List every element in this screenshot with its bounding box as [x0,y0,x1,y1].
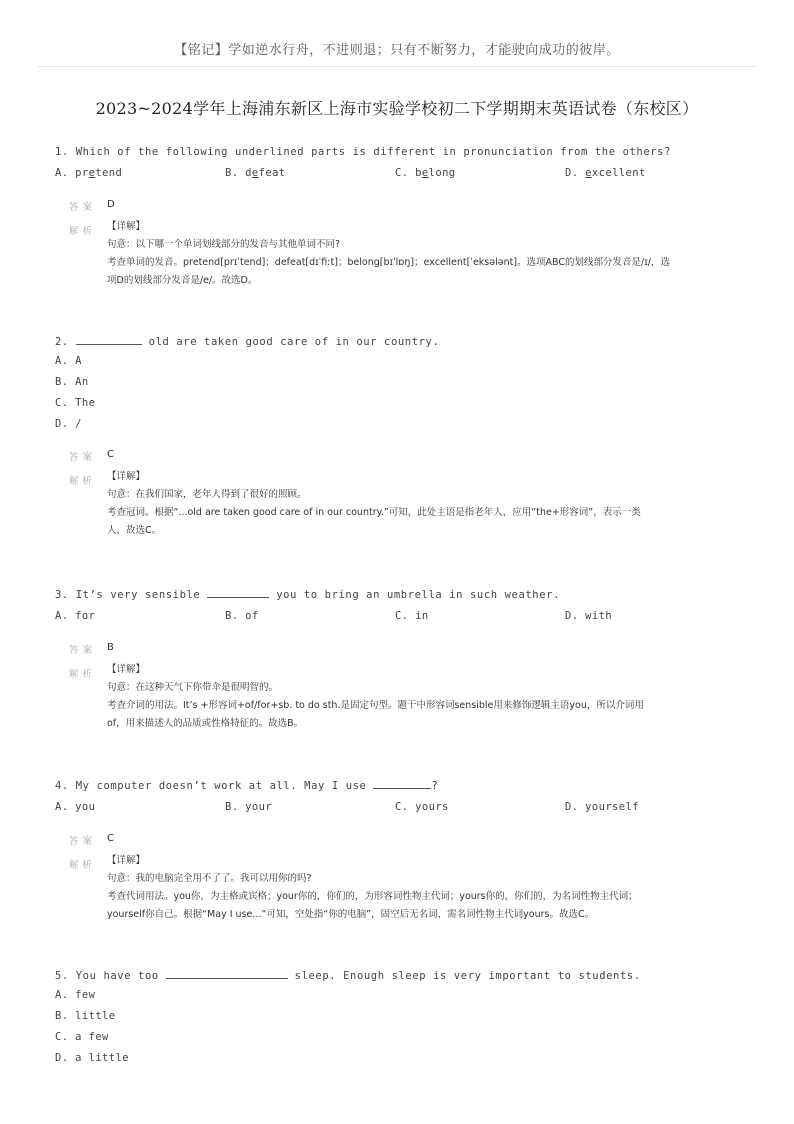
question-stem: 1. Which of the following underlined parts is different in pronunciation from the others? [55,146,672,158]
underlined-part: e [421,167,429,179]
analysis-line: yourself你自己。根据“May I use...”可知，空处指“你的电脑”，固空后无名词，需名词性物主代词yours。故选C。 [107,909,595,920]
answer-value: D [107,199,115,210]
question-4 [55,777,755,933]
question-stem [55,586,755,604]
answer-label: 答案 [69,452,97,463]
analysis-label: 解析 [69,226,97,237]
option-suffix: long [428,167,456,179]
stem-text: 3. It’s very sensible [55,589,208,601]
answer-value: B [107,642,114,653]
header-divider [38,66,756,67]
analysis-text [107,218,717,290]
answer-blank [76,335,142,345]
question-5 [55,967,755,1069]
option-d[interactable]: D. with [565,610,613,622]
answer-block [69,199,755,309]
underlined-part: e [88,167,96,179]
answer-blank [166,969,288,979]
analysis-line: 【详解】 [107,855,146,866]
analysis-text [107,852,717,924]
option-c[interactable]: C. yours [395,801,449,813]
options-row [55,798,755,819]
answer-block [69,833,755,933]
option-c[interactable] [395,164,456,182]
stem-text: ? [431,780,439,792]
stem-text: 5. You have too [55,970,166,982]
option-a[interactable]: A. few [55,989,96,1001]
option-suffix: feat [258,167,286,179]
stem-text: 2. [55,336,76,348]
question-stem [55,777,755,795]
question-3 [55,586,755,742]
option-b[interactable]: B. your [225,801,273,813]
analysis-line: 考查介词的用法。It’s +形容词+of/for+sb. to do sth.是固定句型。题干中形容词sensible用来修饰逻辑主语you，所以介词用 [107,700,644,711]
analysis-line: 考查单词的发音。pretend[prɪˈtend]；defeat[dɪˈfiːt]；belong[bɪˈlɒŋ]；excellent[ˈeksələnt]。选项ABC的划线部分发音是/ɪ/，选 [107,257,670,268]
option-d[interactable]: D. yourself [565,801,639,813]
answer-label: 答案 [69,645,97,656]
underlined-part: e [251,167,259,179]
option-c[interactable]: C. in [395,610,429,622]
option-a[interactable] [55,164,122,182]
answer-label: 答案 [69,202,97,213]
option-b[interactable]: B. An [55,376,89,388]
option-b[interactable] [225,164,286,182]
option-prefix: A. pr [55,167,89,179]
option-d[interactable]: D. a little [55,1052,129,1064]
question-2 [55,333,755,549]
analysis-line: 项D的划线部分发音是/e/。故选D。 [107,275,258,286]
option-d[interactable] [565,164,646,182]
option-suffix: tend [95,167,123,179]
option-prefix: C. b [395,167,422,179]
answer-block [69,642,755,742]
options-row [55,164,755,185]
analysis-line: 考查代词用法。you你，为主格或宾格；your你的，你们的，为形容词性物主代词；yours你的，你们的，为名词性物主代词； [107,891,638,902]
analysis-line: 【详解】 [107,471,146,482]
stem-text: you to bring an umbrella in such weather. [269,589,560,601]
options-column [55,985,755,1069]
analysis-text [107,661,717,733]
option-c[interactable]: C. The [55,397,96,409]
option-a[interactable]: A. you [55,801,96,813]
option-d[interactable]: D. / [55,418,82,430]
analysis-line: 【详解】 [107,664,146,675]
analysis-line: 句意：我的电脑完全用不了了。我可以用你的吗? [107,873,312,884]
answer-blank [373,779,431,789]
question-1 [55,143,755,309]
analysis-line: 考查冠词。根据“...old are taken good care of in our country.”可知，此处主语是指老年人，应用“the+形容词”，表示一类 [107,507,641,518]
option-prefix: D. [565,167,586,179]
underlined-part: e [585,167,592,179]
analysis-line: 句意：以下哪一个单词划线部分的发音与其他单词不同? [107,239,341,250]
answer-label: 答案 [69,836,97,847]
analysis-line: 句意：在这种天气下你带伞是很明智的。 [107,682,279,693]
stem-text: 4. My computer doesn’t work at all. May I use [55,780,374,792]
stem-text: old are taken good care of in our country. [141,336,440,348]
option-a[interactable]: A. for [55,610,96,622]
exam-title: 2023~2024学年上海浦东新区上海市实验学校初二下学期期末英语试卷（东校区） [95,99,699,118]
analysis-line: 句意：在我们国家，老年人得到了很好的照顾。 [107,489,307,500]
answer-blank [207,588,269,598]
analysis-label: 解析 [69,669,97,680]
stem-text: sleep. Enough sleep is very important to students. [287,970,641,982]
analysis-line: 人，故选C。 [107,525,162,536]
analysis-line: 【详解】 [107,221,146,232]
option-b[interactable]: B. little [55,1010,116,1022]
analysis-line: of，用来描述人的品质或性格特征的。故选B。 [107,718,304,729]
motto-banner: 【铭记】学如逆水行舟，不进则退；只有不断努力，才能驶向成功的彼岸。 [174,43,620,58]
options-row [55,607,755,628]
question-stem [55,967,755,985]
option-prefix: B. d [225,167,252,179]
analysis-label: 解析 [69,476,97,487]
analysis-label: 解析 [69,860,97,871]
answer-value: C [107,449,114,460]
option-b[interactable]: B. of [225,610,259,622]
option-c[interactable]: C. a few [55,1031,109,1043]
answer-block [69,449,755,549]
question-stem [55,333,755,351]
options-column [55,351,755,435]
option-a[interactable]: A. A [55,355,82,367]
analysis-text [107,468,717,540]
answer-value: C [107,833,114,844]
option-suffix: xcellent [591,167,646,179]
